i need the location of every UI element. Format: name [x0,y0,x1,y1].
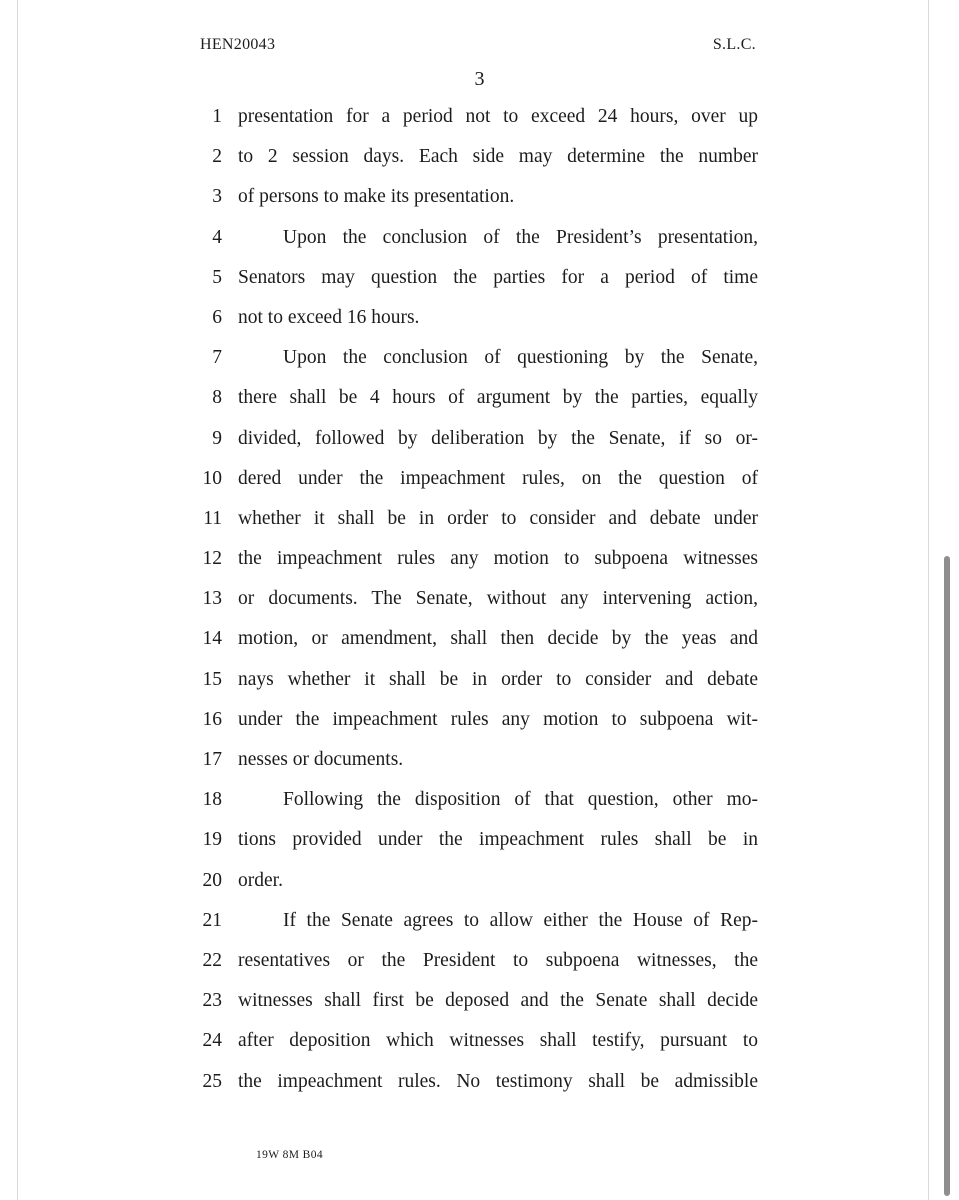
line-number: 13 [202,588,222,610]
document-id: HEN20043 [200,36,276,53]
page-edge-right [928,0,929,1200]
line-number: 21 [202,909,222,931]
line-text: witnesses shall first be deposed and the Senate shall decide [238,990,758,1012]
text-line [190,583,760,623]
text-line [190,222,760,262]
line-text: Upon the conclusion of the President’s presentation, [283,226,758,248]
line-text: divided, followed by deliberation by the Senate, if so or- [238,427,758,449]
line-text: motion, or amendment, shall then decide by the yeas and [238,628,758,650]
text-line [190,463,760,503]
line-number: 6 [212,306,222,328]
text-line [190,744,760,784]
line-text: tions provided under the impeachment rules shall be in [238,829,758,851]
line-text: nays whether it shall be in order to consider and debate [238,668,758,690]
text-line [190,382,760,422]
page-number: 3 [474,68,485,90]
text-line [190,503,760,543]
line-number: 17 [202,749,222,770]
text-line [190,342,760,382]
text-line [190,101,760,141]
office-code: S.L.C. [712,36,756,53]
line-number: 7 [212,347,222,369]
text-line [190,664,760,704]
text-line [190,623,760,663]
line-text: order. [238,869,283,891]
line-text: presentation for a period not to exceed 24 hours, over up [238,106,758,127]
line-number: 16 [202,708,222,730]
text-line [190,824,760,864]
line-number: 2 [212,146,222,168]
line-text: of persons to make its presentation. [238,186,515,208]
line-number: 14 [202,628,222,650]
line-number: 20 [202,869,222,891]
line-number: 12 [202,548,222,570]
text-line [190,262,760,302]
text-line [190,945,760,985]
line-number: 3 [212,186,222,208]
line-text: there shall be 4 hours of argument by the parties, equally [238,387,758,409]
line-number: 5 [212,266,222,288]
text-line [190,302,760,342]
page-edge-left [17,0,18,1200]
text-line [190,1066,760,1106]
footer-code: 19W 8M B04 [256,1149,324,1161]
numbered-text-body [190,101,760,1106]
line-number: 9 [212,427,222,449]
text-line [190,784,760,824]
line-text: the impeachment rules. No testimony shall be admissible [238,1070,758,1092]
text-line [190,985,760,1025]
line-text: Senators may question the parties for a period of time [238,266,758,288]
line-number: 23 [202,990,222,1012]
line-number: 19 [202,829,222,851]
line-number: 18 [202,789,222,811]
line-text: nesses or documents. [238,749,404,770]
line-text: dered under the impeachment rules, on the question of [238,467,758,489]
line-text: Following the disposition of that question, other mo- [283,789,758,811]
line-text: after deposition which witnesses shall testify, pursuant to [238,1030,758,1052]
text-line [190,865,760,905]
line-text: resentatives or the President to subpoena witnesses, the [238,949,758,971]
text-line [190,905,760,945]
line-number: 8 [212,387,222,409]
line-number: 1 [212,106,222,127]
line-text: or documents. The Senate, without any intervening action, [238,588,758,610]
scrollbar-thumb[interactable] [944,556,950,1196]
text-line [190,423,760,463]
text-line [190,704,760,744]
line-text: to 2 session days. Each side may determine the number [238,146,758,168]
line-text: the impeachment rules any motion to subpoena witnesses [238,548,758,570]
text-line [190,181,760,221]
line-number: 24 [202,1030,222,1052]
line-number: 22 [202,949,222,971]
line-number: 25 [202,1070,222,1092]
line-text: not to exceed 16 hours. [238,306,420,328]
line-text: whether it shall be in order to consider and debate under [238,507,758,529]
line-number: 4 [212,226,222,248]
text-line [190,141,760,181]
line-text: under the impeachment rules any motion to subpoena wit- [238,708,758,730]
line-number: 11 [203,507,222,529]
line-number: 15 [202,668,222,690]
line-text: Upon the conclusion of questioning by the Senate, [283,347,758,369]
line-number: 10 [202,467,222,489]
line-text: If the Senate agrees to allow either the House of Rep- [283,909,758,931]
text-line [190,1025,760,1065]
text-line [190,543,760,583]
